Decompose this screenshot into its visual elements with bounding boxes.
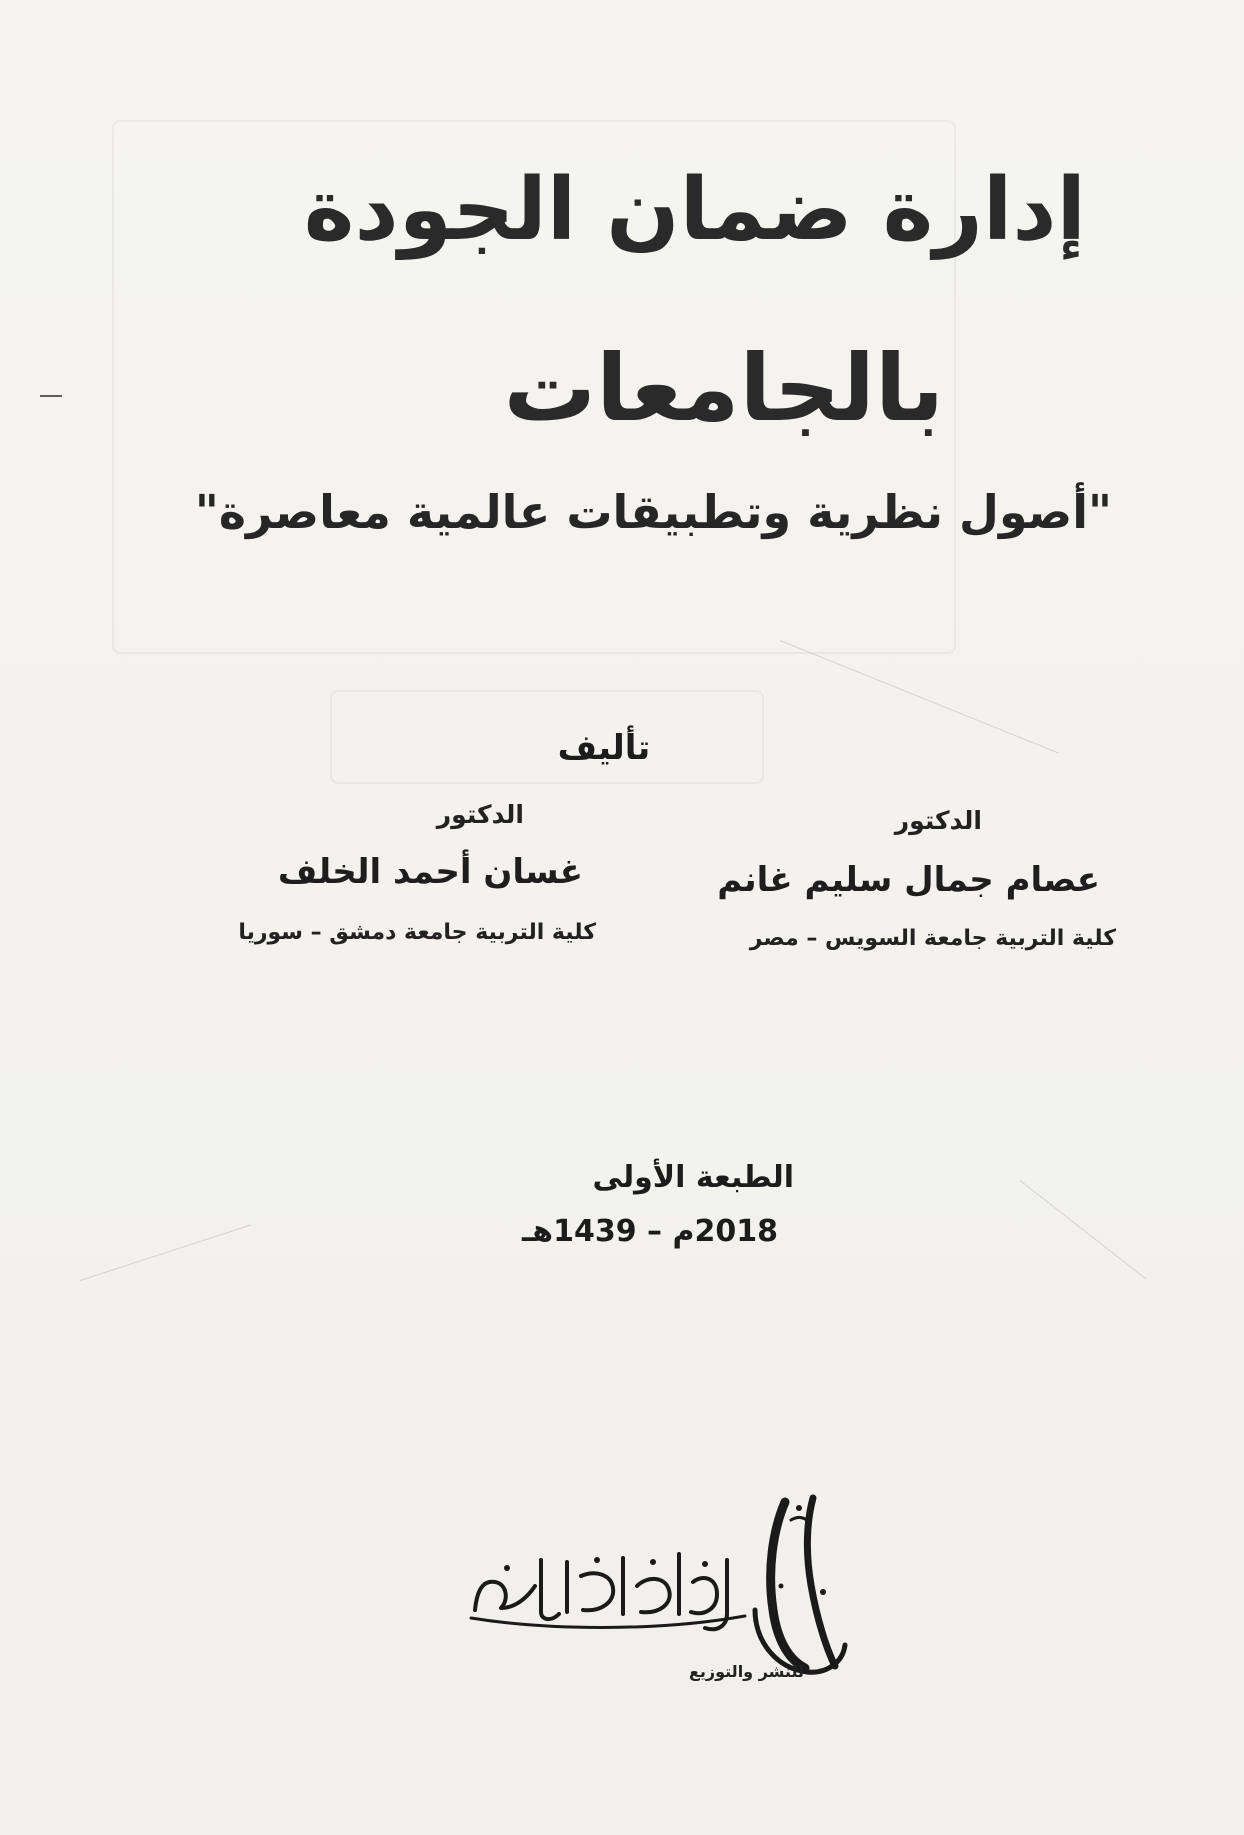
book-subtitle: "أصول نظرية وتطبيقات عالمية معاصرة" bbox=[194, 485, 1112, 539]
paper-scratch bbox=[80, 1224, 251, 1281]
book-title-line1: إدارة ضمان الجودة bbox=[303, 160, 1086, 260]
author2-affiliation: كلية التربية جامعة دمشق – سوريا bbox=[238, 920, 596, 945]
author1-affiliation: كلية التربية جامعة السويس – مصر bbox=[749, 926, 1116, 951]
authorship-label: تأليف bbox=[557, 728, 651, 768]
publisher-emblem-icon bbox=[755, 1498, 845, 1672]
author1-title: الدكتور bbox=[894, 806, 982, 835]
paper-scratch bbox=[40, 395, 62, 397]
author2-name: غسان أحمد الخلف bbox=[277, 852, 583, 892]
publisher-logo bbox=[455, 1490, 850, 1680]
author2-title: الدكتور bbox=[436, 800, 524, 829]
author1-name: عصام جمال سليم غانم bbox=[717, 860, 1100, 900]
publisher-wordmark bbox=[471, 1554, 745, 1629]
edition-label: الطبعة الأولى bbox=[592, 1160, 794, 1195]
show-through-text bbox=[124, 600, 1124, 601]
book-title-line2: بالجامعات bbox=[503, 335, 944, 442]
publisher-tagline: للنشر والتوزيع bbox=[688, 1662, 804, 1681]
paper-scratch bbox=[1020, 1180, 1147, 1279]
edition-year: 2018م – 1439هـ bbox=[522, 1214, 778, 1249]
publisher-logo-text: دار الأعصار العلمي bbox=[605, 1550, 613, 1551]
